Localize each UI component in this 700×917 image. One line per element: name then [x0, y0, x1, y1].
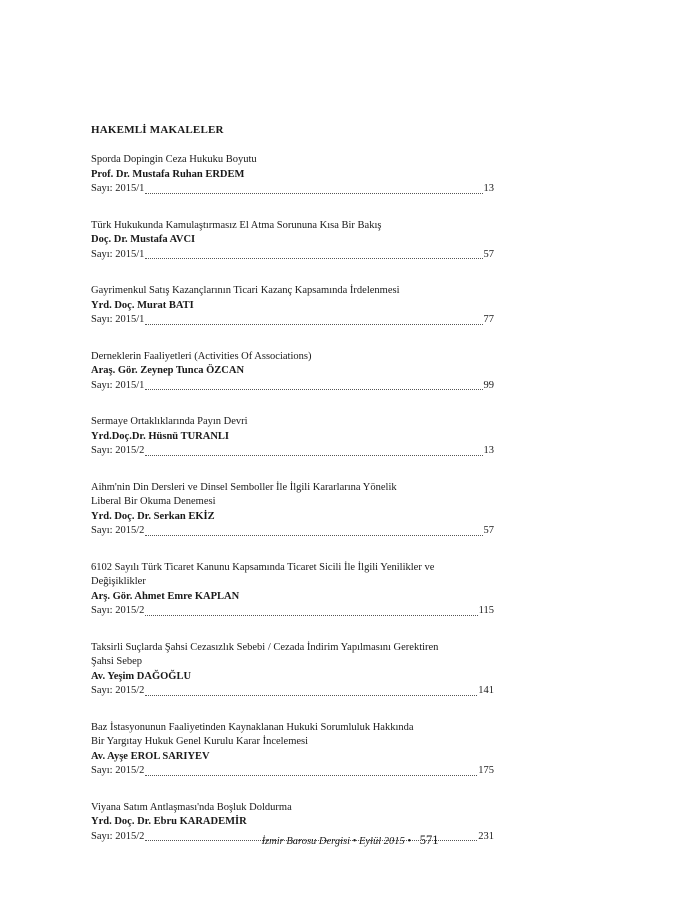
dot-leader	[145, 775, 477, 776]
article-author: Araş. Gör. Zeynep Tunca ÖZCAN	[91, 365, 245, 376]
article-title-line: Bir Yargıtay Hukuk Genel Kurulu Karar İncelemesi	[91, 736, 309, 747]
toc-entry	[91, 561, 494, 619]
issue-page-line	[91, 182, 494, 197]
issue-number: Sayı: 2015/1	[91, 183, 145, 194]
issue-page-line	[91, 524, 494, 539]
section-heading: HAKEMLİ MAKALELER	[91, 124, 224, 136]
toc-entries	[91, 153, 494, 844]
page-reference: 13	[483, 183, 494, 194]
issue-page-line	[91, 684, 494, 699]
article-title-line: Aihm'nin Din Dersleri ve Dinsel Semboller İle İlgili Kararlarına Yönelik	[91, 481, 397, 493]
article-title-line: Sporda Dopingin Ceza Hukuku Boyutu	[91, 154, 257, 165]
page-footer	[0, 833, 700, 848]
issue-page-line	[91, 313, 494, 328]
article-title-line: Derneklerin Faaliyetleri (Activities Of Associations)	[91, 350, 312, 362]
issue-number: Sayı: 2015/2	[91, 830, 145, 842]
article-title-line: 6102 Sayılı Türk Ticaret Kanunu Kapsamında Ticaret Sicili İle İlgili Yenilikler ve	[91, 561, 435, 573]
dot-leader	[145, 535, 482, 536]
article-author: Doç. Dr. Mustafa AVCI	[91, 234, 196, 245]
issue-number: Sayı: 2015/2	[91, 525, 145, 536]
issue-page-line	[91, 379, 494, 394]
page-reference: 13	[483, 445, 494, 456]
issue-number: Sayı: 2015/1	[91, 379, 145, 391]
article-author: Yrd.Doç.Dr. Hüsnü TURANLI	[91, 430, 229, 442]
article-title-line: Liberal Bir Okuma Denemesi	[91, 496, 216, 507]
toc-entry	[91, 153, 494, 197]
dot-leader	[145, 324, 482, 325]
page-number: 571	[419, 833, 439, 847]
journal-name: İzmir Barosu Dergisi • Eylül 2015 •	[261, 836, 412, 847]
dot-leader	[145, 258, 482, 259]
toc-entry	[91, 641, 494, 699]
page-reference: 99	[483, 379, 494, 391]
toc-entry	[91, 415, 494, 459]
toc-entry	[91, 481, 494, 539]
article-title-line: Değişiklikler	[91, 576, 146, 587]
toc-entry	[91, 219, 494, 263]
article-author: Yrd. Doç. Dr. Serkan EKİZ	[91, 510, 215, 522]
dot-leader	[145, 615, 477, 616]
page-reference: 231	[478, 830, 494, 842]
article-author: Yrd. Doç. Murat BATI	[91, 299, 194, 311]
page-reference: 57	[483, 525, 494, 536]
issue-page-line	[91, 764, 494, 779]
page-reference: 141	[478, 685, 494, 696]
toc-entry	[91, 350, 494, 394]
article-title-line: Taksirli Suçlarda Şahsi Cezasızlık Sebebi / Cezada İndirim Yapılmasını Gerektiren	[91, 641, 439, 653]
dot-leader	[145, 455, 482, 456]
dot-leader	[145, 389, 482, 390]
article-title-line: Viyana Satım Antlaşması'nda Boşluk Doldurma	[91, 801, 292, 813]
issue-page-line	[91, 248, 494, 263]
article-author: Av. Ayşe EROL SARIYEV	[91, 750, 210, 762]
issue-page-line	[91, 604, 494, 619]
page-reference: 175	[478, 765, 494, 776]
issue-number: Sayı: 2015/2	[91, 685, 145, 696]
dot-leader	[145, 193, 482, 194]
toc-entry	[91, 284, 494, 328]
article-author: Arş. Gör. Ahmet Emre KAPLAN	[91, 590, 240, 602]
issue-number: Sayı: 2015/2	[91, 445, 145, 456]
article-title-line: Şahsi Sebep	[91, 656, 143, 667]
toc-entry	[91, 721, 494, 779]
article-author: Prof. Dr. Mustafa Ruhan ERDEM	[91, 168, 245, 180]
issue-number: Sayı: 2015/2	[91, 765, 145, 776]
issue-number: Sayı: 2015/1	[91, 314, 145, 325]
article-title-line: Gayrimenkul Satış Kazançlarının Ticari Kazanç Kapsamında İrdelenmesi	[91, 285, 400, 296]
article-title-line: Sermaye Ortaklıklarında Payın Devri	[91, 416, 248, 427]
article-author: Yrd. Doç. Dr. Ebru KARADEMİR	[91, 816, 247, 827]
issue-page-line	[91, 444, 494, 459]
issue-number: Sayı: 2015/1	[91, 248, 145, 260]
article-author: Av. Yeşim DAĞOĞLU	[91, 670, 192, 682]
page-reference: 115	[478, 605, 494, 616]
article-title-line: Baz İstasyonunun Faaliyetinden Kaynaklanan Hukuki Sorumluluk Hakkında	[91, 721, 414, 733]
article-title-line: Türk Hukukunda Kamulaştırmasız El Atma Sorununa Kısa Bir Bakış	[91, 219, 382, 231]
dot-leader	[145, 695, 477, 696]
page-reference: 77	[483, 314, 494, 325]
page-reference: 57	[483, 248, 494, 260]
issue-number: Sayı: 2015/2	[91, 605, 145, 616]
